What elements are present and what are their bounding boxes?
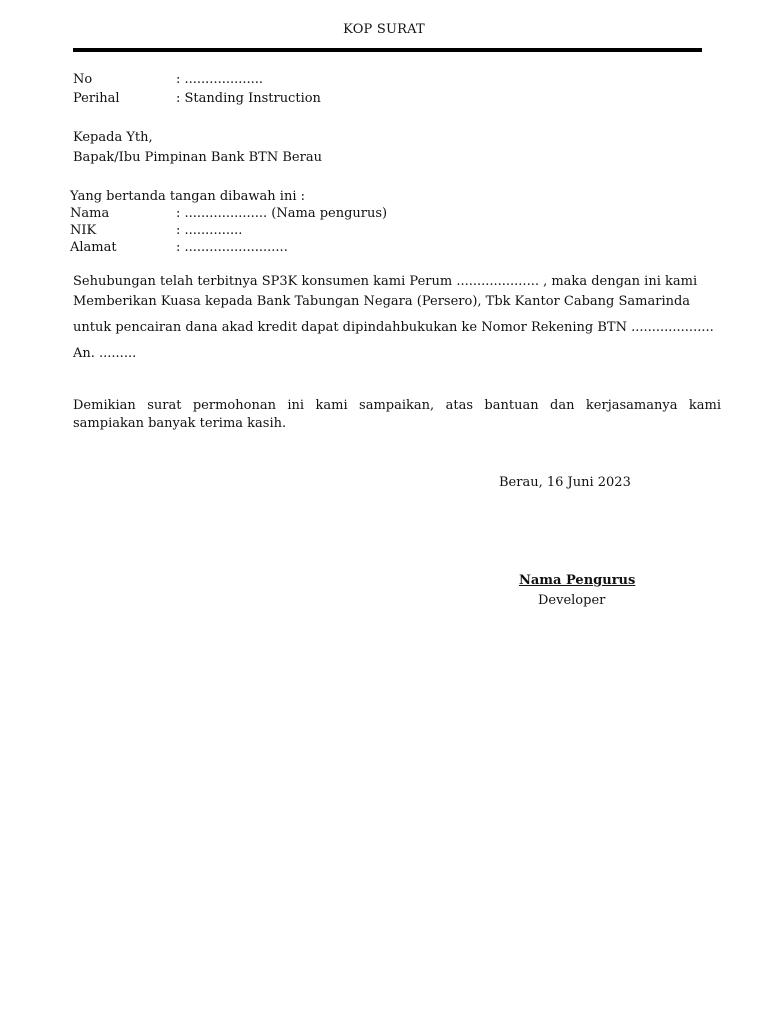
body-p1-line2: Memberikan Kuasa kepada Bank Tabungan Negara (Persero), Tbk Kantor Cabang Samarinda xyxy=(73,294,691,309)
nik-value: : .............. xyxy=(176,223,243,238)
perihal-value: : Standing Instruction xyxy=(176,91,321,106)
place-date: Berau, 16 Juni 2023 xyxy=(499,475,631,490)
recipient-salutation: Kepada Yth, xyxy=(73,130,153,145)
perihal-label: Perihal xyxy=(73,91,120,106)
nama-value: : .................... (Nama pengurus) xyxy=(176,206,388,221)
no-label: No xyxy=(73,72,93,87)
body-p2-line2: sampiakan banyak terima kasih. xyxy=(73,416,287,431)
letterhead-title: KOP SURAT xyxy=(343,22,425,37)
alamat-value: : ......................... xyxy=(176,240,288,255)
nama-label: Nama xyxy=(70,206,110,221)
body-p1-line4: An. ......... xyxy=(73,346,137,361)
body-p1-line1: Sehubungan telah terbitnya SP3K konsumen kami Perum .................... , maka dengan ini kami xyxy=(73,274,698,289)
signer-intro: Yang bertanda tangan dibawah ini : xyxy=(70,189,305,204)
body-p2-line1: Demikian surat permohonan ini kami sampaikan, atas bantuan dan kerjasamanya kami xyxy=(73,398,721,413)
signatory-name: Nama Pengurus xyxy=(519,573,636,588)
nik-label: NIK xyxy=(70,223,97,238)
no-value: : ................... xyxy=(176,72,264,87)
letterhead-divider xyxy=(73,48,702,52)
alamat-label: Alamat xyxy=(70,240,117,255)
recipient-name: Bapak/Ibu Pimpinan Bank BTN Berau xyxy=(73,150,322,165)
signatory-title: Developer xyxy=(538,593,606,608)
body-p1-line3: untuk pencairan dana akad kredit dapat dipindahbukukan ke Nomor Rekening BTN .................... xyxy=(73,320,714,335)
